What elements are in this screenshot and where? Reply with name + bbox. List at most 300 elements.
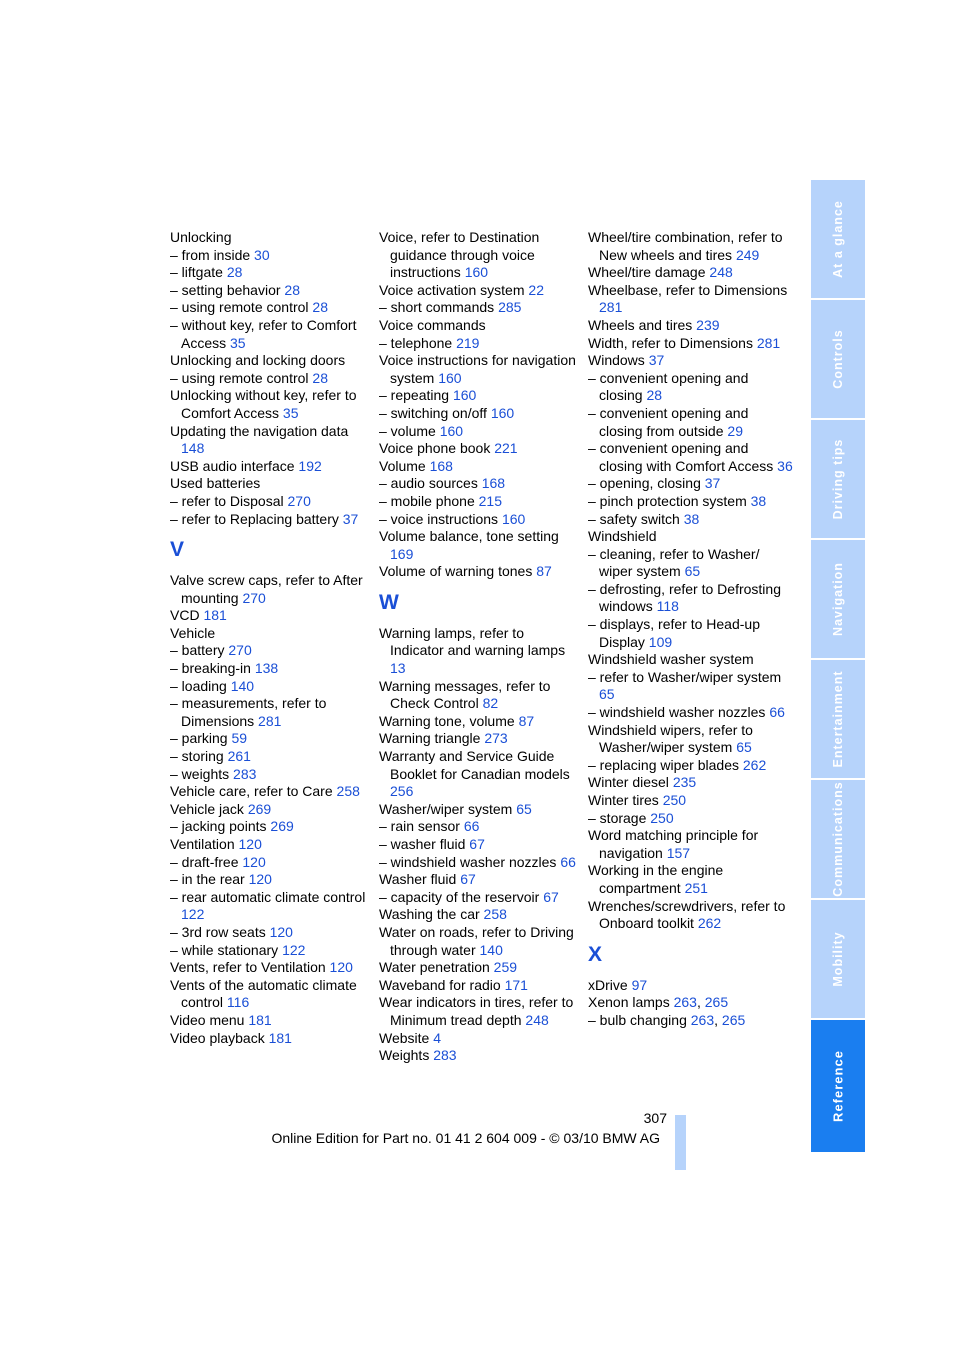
page-reference-link[interactable]: 160 — [438, 369, 462, 386]
index-entry — [170, 766, 370, 784]
tab-driving-tips[interactable] — [811, 420, 865, 538]
page-reference-link[interactable]: 28 — [646, 387, 663, 404]
index-entry-text: – defrosting, refer to Defrosting windows — [588, 580, 781, 615]
page-reference-link[interactable]: 215 — [478, 492, 502, 509]
index-entry-text: – breaking-in — [170, 660, 255, 677]
page-reference-link[interactable]: 157 — [666, 844, 691, 861]
index-entry-text: – rain sensor — [379, 818, 464, 835]
index-entry-text: Windshield wipers, refer to Washer/wiper system — [588, 721, 753, 756]
index-entry — [379, 730, 579, 748]
index-entry — [170, 889, 370, 924]
index-entry — [379, 282, 579, 300]
page-reference-link[interactable]: 67 — [543, 888, 559, 905]
index-entry — [588, 810, 793, 828]
page-reference-link[interactable]: 273 — [484, 730, 508, 747]
page-reference-link[interactable]: 29 — [727, 422, 743, 439]
index-entry-text: – capacity of the reservoir — [379, 888, 544, 905]
page-reference-link[interactable]: 36 — [777, 457, 793, 474]
page-reference-link[interactable]: 269 — [270, 818, 294, 835]
index-entry-text: – audio sources — [379, 475, 482, 492]
tab-label: At a glance — [831, 200, 845, 278]
page-reference-link[interactable]: 281 — [756, 334, 781, 351]
index-entry — [588, 616, 793, 651]
page-reference-link[interactable]: 140 — [479, 941, 503, 958]
index-entry-text: – storage — [588, 809, 651, 826]
index-entry — [379, 1047, 579, 1065]
index-entry — [588, 722, 793, 757]
index-entry — [379, 423, 579, 441]
index-entry-text: Unlocking and locking doors — [170, 352, 346, 369]
page-reference-link[interactable]: 262 — [742, 756, 767, 773]
page-reference-link[interactable]: 122 — [181, 906, 205, 923]
index-entry — [170, 352, 370, 370]
index-entry-text: Vents of the automatic climate control — [170, 976, 357, 1011]
page-reference-link[interactable]: 171 — [504, 976, 528, 993]
index-entry — [588, 977, 793, 995]
index-entry-text: Word matching principle for navigation — [588, 827, 759, 861]
index-letter-heading: V — [170, 538, 185, 562]
page-reference-link[interactable]: 160 — [464, 264, 489, 281]
page-reference-link[interactable]: 168 — [481, 475, 506, 492]
index-entry-text: – volume — [379, 422, 440, 439]
index-entry-text: Vehicle jack — [170, 800, 248, 817]
page-reference-link[interactable]: 35 — [230, 334, 246, 351]
page-reference-link[interactable]: 160 — [439, 422, 464, 439]
tab-label: Controls — [831, 329, 845, 389]
index-entry — [379, 801, 579, 819]
page-reference-link[interactable]: 37 — [648, 352, 665, 369]
index-entry-text: Wheels and tires — [588, 316, 697, 333]
index-entry-text: – replacing wiper blades — [588, 756, 743, 773]
index-entry — [170, 458, 370, 476]
page-reference-link[interactable]: 138 — [254, 660, 279, 677]
index-entry-text: – parking — [170, 730, 232, 747]
index-entry-text: Washer fluid — [379, 871, 461, 888]
page-reference-link[interactable]: 120 — [238, 836, 262, 852]
index-entry — [379, 924, 579, 959]
footer-edition: Online Edition for Part no. 01 41 2 604 009 - © 03/10 BMW AG — [271, 1130, 660, 1146]
index-entry — [379, 713, 579, 731]
index-entry-text: – using remote control — [170, 369, 313, 386]
page-reference-link[interactable]: 37 — [704, 475, 721, 492]
index-entry — [379, 563, 579, 581]
index-entry — [588, 370, 793, 405]
index-entry — [588, 651, 793, 669]
tab-label: Entertainment — [831, 670, 845, 768]
index-entry — [379, 748, 579, 801]
index-entry-text: Ventilation — [170, 836, 239, 852]
index-entry-text: xDrive — [588, 976, 632, 993]
footer-marker-bar — [675, 1115, 686, 1170]
index-entry — [379, 889, 579, 907]
index-entry — [379, 994, 579, 1029]
page-reference-link[interactable]: 67 — [460, 871, 476, 888]
index-entry-text: Warranty and Service Guide Booklet for Canadian models — [379, 748, 570, 782]
page-reference-link[interactable]: 28 — [312, 299, 328, 316]
index-entry — [170, 871, 370, 889]
index-column-2 — [379, 229, 579, 1065]
index-entry — [170, 642, 370, 660]
index-entry — [379, 1030, 579, 1048]
index-entry — [170, 854, 370, 872]
index-entry-text: – opening, closing — [588, 475, 705, 492]
page-reference-link[interactable]: 262 — [697, 915, 722, 932]
page-reference-link[interactable]: 120 — [269, 923, 293, 940]
index-entry-text: Voice activation system — [379, 281, 529, 298]
index-entry — [170, 229, 370, 247]
page-reference-link[interactable]: 181 — [268, 1029, 292, 1046]
index-entry-text: – convenient opening and closing — [588, 369, 749, 404]
index-entry-text: – convenient opening and closing with Comfort Access — [588, 440, 778, 474]
page-reference-link[interactable]: 37 — [342, 510, 359, 527]
index-column-3 — [588, 229, 793, 1030]
page-reference-link[interactable]: 235 — [672, 774, 697, 791]
page-reference-link[interactable]: 256 — [390, 783, 414, 800]
page-reference-link[interactable]: 13 — [390, 660, 406, 677]
index-entry-text: – windshield washer nozzles — [588, 704, 770, 721]
page-reference-link[interactable]: 120 — [248, 871, 272, 888]
index-entry — [379, 818, 579, 836]
page-reference-link[interactable]: 4 — [433, 1029, 442, 1046]
page-reference-link[interactable]: 66 — [560, 853, 576, 870]
page-reference-link[interactable]: 181 — [248, 1011, 272, 1028]
page-reference-link[interactable]: 281 — [599, 299, 623, 316]
index-entry — [170, 625, 370, 643]
index-entry — [588, 898, 793, 933]
page-reference-link[interactable]: 168 — [429, 457, 453, 474]
page-reference-link[interactable]: 283 — [433, 1047, 457, 1064]
page-reference-link[interactable]: 281 — [258, 712, 282, 729]
index-entry-text: – refer to Washer/wiper system — [588, 668, 782, 685]
tab-label: Navigation — [831, 562, 845, 636]
page-number: 307 — [643, 1110, 667, 1126]
index-entry-text: – cleaning, refer to Washer/ wiper system — [588, 545, 760, 580]
index-entry-text: – storing — [170, 748, 228, 765]
tab-label: Mobility — [831, 931, 845, 987]
page-reference-link[interactable]: 250 — [650, 809, 674, 826]
index-entry — [170, 801, 370, 819]
index-entry-text: Volume balance, tone setting — [379, 528, 559, 545]
page-reference-link[interactable]: 59 — [231, 730, 248, 747]
index-entry — [588, 282, 793, 317]
page-reference-link[interactable]: 192 — [298, 457, 322, 474]
index-entry-text: Wheel/tire damage — [588, 264, 710, 281]
index-entry-text: Water on roads, refer to Driving through water — [379, 923, 574, 958]
index-entry-text: Wheel/tire combination, refer to New wheels and tires — [588, 229, 783, 263]
index-entry — [170, 1030, 370, 1048]
index-entry-text: – switching on/off — [379, 404, 491, 421]
page-reference-link[interactable]: 28 — [312, 369, 328, 386]
index-entry-text: – using remote control — [170, 299, 313, 316]
tab-label: Communications — [831, 781, 845, 897]
page-reference-link[interactable]: 219 — [456, 334, 480, 351]
tab-controls[interactable] — [811, 300, 865, 418]
index-entry — [588, 669, 793, 704]
page-reference-link[interactable]: 249 — [735, 246, 760, 263]
index-entry-text: Voice phone book — [379, 440, 495, 457]
page-reference-link[interactable]: 35 — [282, 404, 299, 421]
index-entry — [588, 757, 793, 775]
page-reference-link[interactable]: 248 — [709, 264, 733, 281]
index-entry: – bulb changing 263, 265 — [588, 1011, 746, 1028]
index-entry — [170, 511, 370, 529]
index-entry-text: Updating the navigation data — [170, 422, 349, 439]
index-entry-text: – windshield washer nozzles — [379, 853, 561, 870]
page-reference-link[interactable]: 38 — [750, 492, 767, 509]
index-entry-text: – mobile phone — [379, 492, 479, 509]
index-entry-text: Windshield — [588, 528, 657, 545]
index-entry — [170, 299, 370, 317]
index-entry — [379, 836, 579, 854]
index-entry-text: Voice, refer to Destination guidance through voice instructions — [379, 229, 540, 281]
index-entry-text: – convenient opening and closing from outside — [588, 404, 749, 439]
index-entry-text: – weights — [170, 765, 234, 782]
index-entry-text: Windows — [588, 352, 649, 369]
index-entry — [379, 387, 579, 405]
page-reference-link[interactable]: 66 — [769, 704, 785, 721]
index-entry-text: – liftgate — [170, 264, 227, 281]
page-reference-link[interactable]: 221 — [494, 440, 518, 457]
page-reference-link[interactable]: 160 — [490, 404, 515, 421]
index-entry — [588, 405, 793, 440]
index-entry-text: – measurements, refer to Dimensions — [170, 695, 327, 729]
page-reference-link[interactable]: 97 — [631, 976, 648, 993]
tab-mobility[interactable] — [811, 900, 865, 1018]
page-reference-link[interactable]: 265 — [721, 1011, 746, 1028]
index-entry-text: – rear automatic climate control — [170, 888, 366, 905]
index-entry — [170, 264, 370, 282]
index-entry — [379, 475, 579, 493]
index-entry — [170, 370, 370, 388]
index-entry-text: – voice instructions — [379, 510, 502, 527]
page-reference-link[interactable]: 169 — [390, 545, 414, 562]
page-reference-link[interactable]: 269 — [247, 800, 272, 817]
tab-at-a-glance[interactable] — [811, 180, 865, 298]
index-entry-text: Used batteries — [170, 475, 261, 492]
index-entry — [588, 528, 793, 546]
page-reference-link[interactable]: 265 — [704, 994, 729, 1011]
index-entry — [588, 493, 793, 511]
index-entry-text: Warning tone, volume — [379, 712, 519, 729]
tab-entertainment[interactable] — [811, 660, 865, 778]
index-entry — [379, 229, 579, 282]
index-entry — [170, 475, 370, 493]
page-reference-link[interactable]: 82 — [482, 695, 499, 712]
index-entry-text: Video menu — [170, 1011, 249, 1028]
index-letter-heading: W — [379, 590, 399, 614]
index-entry-text: Unlocking — [170, 229, 232, 245]
index-entry-text: Vehicle — [170, 624, 216, 641]
index-entry — [170, 660, 370, 678]
page-reference-link[interactable]: 109 — [648, 633, 673, 650]
page-reference-link[interactable]: 258 — [483, 906, 507, 923]
index-entry — [170, 423, 370, 458]
index-letter-heading: X — [588, 942, 603, 966]
index-entry-text: Vehicle care, refer to Care — [170, 783, 337, 800]
page-reference-link[interactable]: 270 — [287, 492, 311, 509]
index-entry-text: Warning triangle — [379, 730, 485, 747]
index-entry-text: – telephone — [379, 334, 457, 351]
tab-reference[interactable] — [811, 1020, 865, 1152]
page-reference-link[interactable]: 283 — [233, 765, 257, 782]
page-reference-link[interactable]: 122 — [282, 941, 306, 958]
index-entry — [588, 264, 793, 282]
index-entry — [170, 317, 370, 352]
page-reference-link[interactable]: 30 — [254, 246, 270, 263]
page-reference-link[interactable]: 22 — [528, 281, 544, 298]
page-reference-link[interactable]: 259 — [493, 959, 518, 976]
index-entry — [170, 836, 370, 854]
index-entry-text: Xenon lamps — [588, 994, 674, 1011]
index-entry-text: – loading — [170, 677, 231, 694]
page-reference-link[interactable]: 160 — [452, 387, 477, 404]
index-entry — [170, 977, 370, 1012]
index-entry — [170, 387, 370, 422]
page-reference-link[interactable]: 28 — [226, 264, 243, 281]
index-entry-text: Voice instructions for navigation system — [379, 352, 576, 386]
index-entry-text: Vents, refer to Ventilation — [170, 959, 330, 976]
index-entry-text: Video playback — [170, 1029, 269, 1046]
index-entry-text: – in the rear — [170, 871, 249, 888]
page-reference-link[interactable]: 140 — [230, 677, 255, 694]
index-entry-text: – refer to Replacing battery — [170, 510, 343, 527]
page-reference-link[interactable]: 65 — [599, 686, 615, 703]
page-reference-link[interactable]: 263 — [673, 994, 697, 1011]
index-entry-text: – refer to Disposal — [170, 492, 288, 509]
index-entry-text: – displays, refer to Head-up Display — [588, 616, 760, 650]
page-reference-link[interactable]: 251 — [684, 879, 708, 896]
page-reference-link[interactable]: 118 — [656, 598, 679, 615]
index-entry-text: Weights — [379, 1047, 434, 1064]
index-entry — [170, 942, 370, 960]
index-entry — [588, 704, 793, 722]
index-entry-text: Volume — [379, 457, 430, 474]
page-reference-link[interactable]: 250 — [662, 792, 687, 808]
index-entry-text: Volume of warning tones — [379, 563, 537, 580]
index-entry — [379, 511, 579, 529]
page-reference-link[interactable]: 67 — [469, 836, 485, 852]
index-entry — [379, 528, 579, 563]
page-reference-link[interactable]: 270 — [228, 642, 252, 659]
index-entry-text: Winter tires — [588, 792, 663, 808]
index-entry-text: Wrenches/screwdrivers, refer to Onboard toolkit — [588, 897, 786, 932]
index-entry-text: – short commands — [379, 299, 499, 316]
tab-label: Reference — [830, 1050, 846, 1122]
index-entry — [588, 352, 793, 370]
page-reference-link[interactable]: 258 — [336, 783, 360, 800]
tab-communications[interactable] — [811, 780, 865, 898]
index-entry — [379, 493, 579, 511]
index-entry — [170, 678, 370, 696]
index-entry — [588, 792, 793, 810]
page-reference-link[interactable]: 120 — [242, 853, 266, 870]
page-reference-link[interactable]: 87 — [536, 563, 552, 580]
page-reference-link[interactable]: 66 — [463, 818, 480, 835]
index-entry-text: Warning messages, refer to Check Control — [379, 677, 551, 712]
index-entry-text: Wheelbase, refer to Dimensions — [588, 281, 788, 298]
index-entry — [379, 906, 579, 924]
page-reference-link[interactable]: 261 — [227, 748, 251, 765]
index-entry-text: – pinch protection system — [588, 492, 751, 509]
index-entry: Xenon lamps 263, 265 — [588, 994, 729, 1011]
tab-navigation[interactable] — [811, 540, 865, 658]
index-entry — [588, 827, 793, 862]
index-entry — [588, 774, 793, 792]
index-entry-text: Unlocking without key, refer to Comfort Access — [170, 387, 357, 421]
index-entry — [170, 818, 370, 836]
page-reference-link[interactable]: 263 — [690, 1011, 715, 1028]
index-entry — [379, 335, 579, 353]
index-entry — [588, 335, 793, 353]
index-entry-text: – setting behavior — [170, 281, 285, 298]
index-entry — [379, 352, 579, 387]
page-reference-link[interactable]: 285 — [498, 299, 522, 316]
index-entry-text: Washing the car — [379, 906, 484, 923]
page-reference-link[interactable]: 28 — [284, 281, 300, 298]
index-entry — [379, 440, 579, 458]
page-reference-link[interactable]: 148 — [181, 440, 205, 457]
index-entry-text: Website — [379, 1029, 434, 1046]
index-entry — [170, 730, 370, 748]
index-entry — [170, 493, 370, 511]
page-reference-link[interactable]: 239 — [696, 316, 720, 333]
index-entry — [588, 511, 793, 529]
index-entry — [379, 299, 579, 317]
page-reference-link[interactable]: 248 — [525, 1011, 549, 1028]
page-reference-link[interactable]: 120 — [329, 959, 353, 976]
index-entry-text: Voice commands — [379, 316, 486, 333]
index-entry-text: – 3rd row seats — [170, 923, 270, 940]
page-reference-link[interactable]: 270 — [242, 589, 266, 606]
index-entry — [170, 959, 370, 977]
index-entry — [588, 862, 793, 897]
page-reference-link[interactable]: 65 — [736, 739, 752, 756]
chapter-tabs — [811, 180, 865, 1154]
index-entry — [170, 282, 370, 300]
page-reference-link[interactable]: 181 — [203, 607, 227, 624]
index-entry — [379, 458, 579, 476]
index-entry — [379, 678, 579, 713]
index-entry-text: – from inside — [170, 246, 255, 263]
page-reference-link[interactable]: 160 — [501, 510, 526, 527]
index-entry — [170, 924, 370, 942]
index-entry-text: Windshield washer system — [588, 651, 754, 668]
index-entry-text: Width, refer to Dimensions — [588, 334, 757, 351]
index-entry-text: – washer fluid — [379, 836, 470, 852]
page-reference-link[interactable]: 87 — [518, 712, 535, 729]
index-entry — [588, 581, 793, 616]
index-entry-text: Working in the engine compartment — [588, 862, 724, 896]
page-reference-link[interactable]: 65 — [516, 800, 532, 817]
index-entry — [170, 572, 370, 607]
index-entry — [170, 695, 370, 730]
index-entry-text: – while stationary — [170, 941, 283, 958]
index-entry-text: Waveband for radio — [379, 976, 505, 993]
index-entry — [170, 783, 370, 801]
index-entry — [379, 854, 579, 872]
index-entry-text: Wear indicators in tires, refer to Minimum tread depth — [379, 994, 574, 1028]
index-entry-text: – bulb changing — [588, 1011, 691, 1028]
page-reference-link[interactable]: 38 — [683, 510, 700, 527]
index-entry — [170, 607, 370, 625]
index-entry-text: Winter diesel — [588, 774, 673, 791]
page-reference-link[interactable]: 116 — [226, 994, 250, 1011]
index-entry — [170, 748, 370, 766]
index-entry — [379, 317, 579, 335]
index-entry-text: – jacking points — [170, 818, 271, 835]
page-reference-link[interactable]: 65 — [684, 563, 701, 580]
index-entry — [588, 317, 793, 335]
